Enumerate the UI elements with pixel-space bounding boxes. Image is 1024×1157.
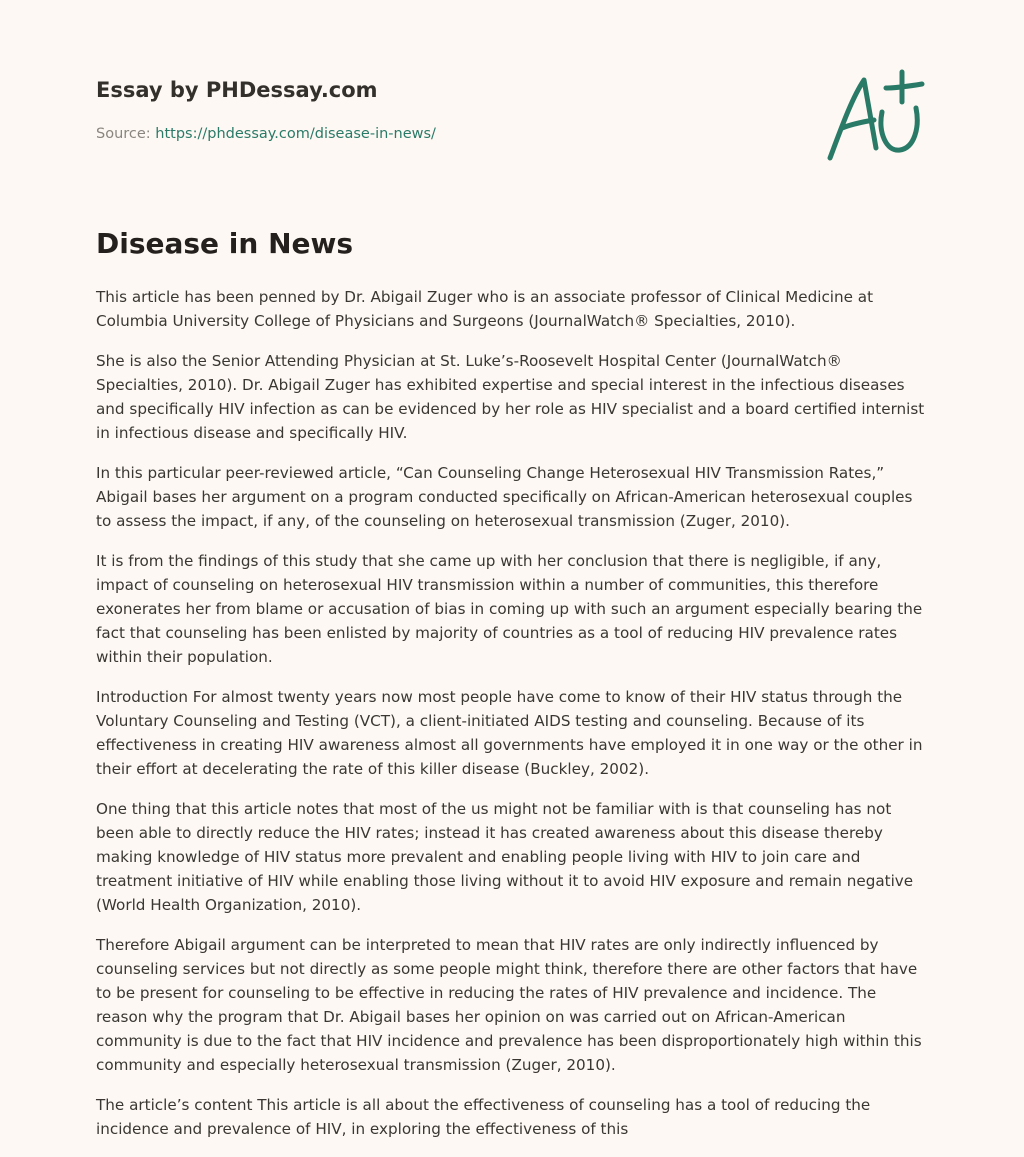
paragraph: Introduction For almost twenty years now most people have come to know of their HIV status through the Voluntary Counseling and Testing (VCT), a client-initiated AIDS testing and counseling. Because of its effectiveness in creating HIV awareness almost all governments have employed it in one way or the other in their effort at decelerating the rate of this killer disease (Buckley, 2002). xyxy=(96,688,923,778)
paragraph: It is from the findings of this study that she came up with her conclusion that there is negligible, if any, impact of counseling on heterosexual HIV transmission within a number of communities, this therefore exonerates her from blame or accusation of bias in coming up with such an argument especially bearing the fact that counseling has been enlisted by majority of countries as a tool of reducing HIV prevalence rates within their population. xyxy=(96,552,923,666)
source-link[interactable]: https://phdessay.com/disease-in-news/ xyxy=(155,126,436,142)
source-line xyxy=(96,124,796,144)
essay-title: Disease in News xyxy=(96,227,354,260)
paragraph: She is also the Senior Attending Physician at St. Luke’s-Roosevelt Hospital Center (JournalWatch® Specialties, 2010). Dr. Abigail Zuger has exhibited expertise and special interest in the infectious diseases and specifically HIV infection as can be evidenced by her role as HIV specialist and a board certified internist in infectious disease and specifically HIV. xyxy=(96,352,925,442)
paragraph: The article’s content This article is all about the effectiveness of counseling has a tool of reducing the incidence and prevalence of HIV, in exploring the effectiveness of this xyxy=(96,1096,871,1138)
paragraph: In this particular peer-reviewed article, “Can Counseling Change Heterosexual HIV Transmission Rates,” Abigail bases her argument on a program conducted specifically on African-American heterosexual couples to assess the impact, if any, of the counseling on heterosexual transmission (Zuger, 2010). xyxy=(96,464,913,530)
paragraph: This article has been penned by Dr. Abigail Zuger who is an associate professor of Clinical Medicine at Columbia University College of Physicians and Surgeons (JournalWatch® Specialties, 2010). xyxy=(96,288,874,330)
essay-body xyxy=(96,285,932,1157)
a-plus-logo xyxy=(820,66,930,166)
brand-title: Essay by PHDessay.com xyxy=(96,78,378,102)
paragraph: One thing that this article notes that most of the us might not be familiar with is that counseling has not been able to directly reduce the HIV rates; instead it has created awareness about this disease thereby making knowledge of HIV status more prevalent and enabling people living with HIV to join care and treatment initiative of HIV while enabling those living without it to avoid HIV exposure and remain negative (World Health Organization, 2010). xyxy=(96,800,914,914)
paragraph: Therefore Abigail argument can be interpreted to mean that HIV rates are only indirectly influenced by counseling services but not directly as some people might think, therefore there are other factors that have to be present for counseling to be effective in reducing the rates of HIV prevalence and incidence. The reason why the program that Dr. Abigail bases her opinion on was carried out on African-American community is due to the fact that HIV incidence and prevalence has been disproportionately high within this community and especially heterosexual transmission (Zuger, 2010). xyxy=(96,936,922,1074)
essay-header xyxy=(96,76,796,144)
source-label: Source: xyxy=(96,126,151,142)
